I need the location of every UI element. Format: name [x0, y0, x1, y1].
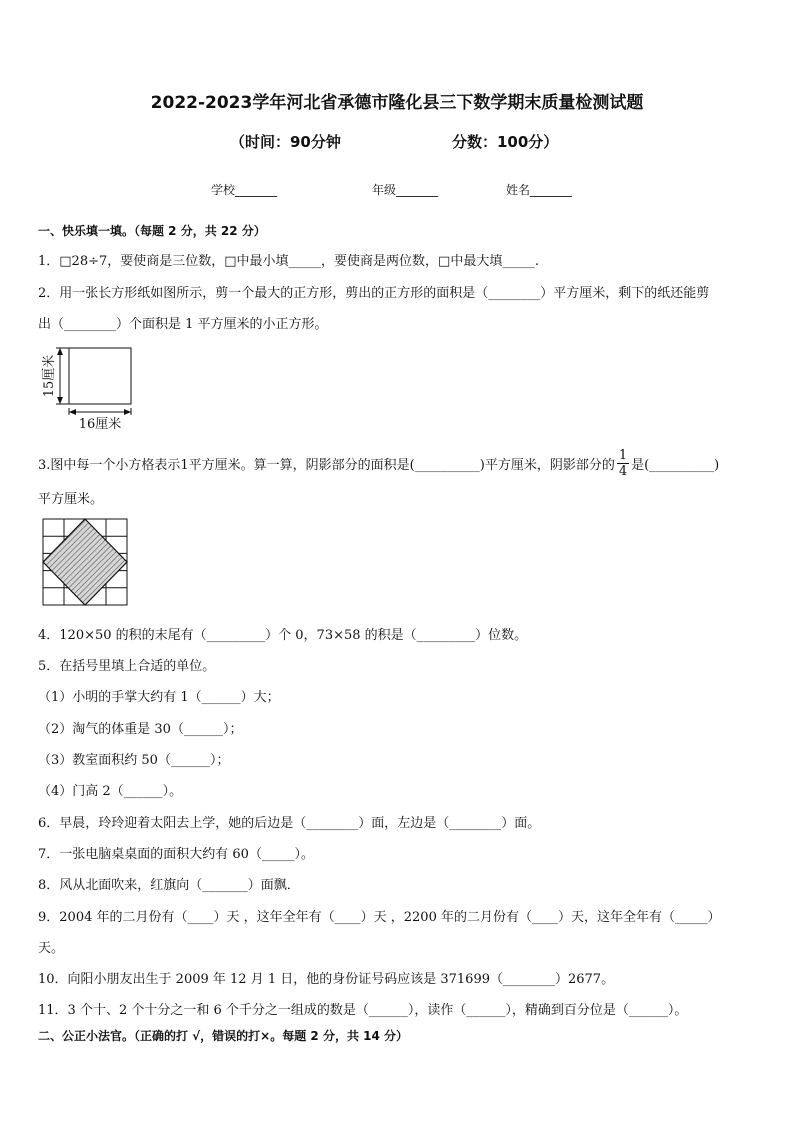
question-5-item-4: （4）门高 2（______）。	[38, 784, 183, 799]
question-5-item-2: （2）淘气的体重是 30（______）；	[38, 722, 243, 737]
section-2-heading: 二、公正小法官。（正确的打 √，错误的打×。每题 2 分，共 14 分）	[38, 1029, 408, 1043]
name-field[interactable]: 姓名_______	[506, 183, 573, 197]
section-1-heading: 一、快乐填一填。（每题 2 分，共 22 分）	[38, 224, 266, 238]
question-3-line-2: 平方厘米。	[38, 492, 104, 507]
width-label: 16厘米	[78, 417, 122, 432]
question-3-part-1: 3.图中每一个小方格表示1平方厘米。算一算，阴影部分的面积是(__________)平方厘米，阴影部分的	[38, 457, 615, 473]
question-10: 10．向阳小朋友出生于 2009 年 12 月 1 日，他的身份证号码应该是 371699（________）2677。	[38, 972, 615, 987]
question-7: 7．一张电脑桌桌面的面积大约有 60（_____）。	[38, 847, 314, 862]
question-5-item-1: （1）小明的手掌大约有 1（______）大；	[38, 690, 280, 705]
question-2-line-1: 2．用一张长方形纸如图所示，剪一个最大的正方形，剪出的正方形的面积是（________）平方厘米，剩下的纸还能剪	[38, 286, 710, 301]
question-5: 5．在括号里填上合适的单位。	[38, 659, 216, 674]
height-label: 15厘米	[42, 354, 57, 398]
question-6: 6．早晨，玲玲迎着太阳去上学，她的后边是（________）面，左边是（________）面。	[38, 816, 541, 831]
school-field[interactable]: 学校_______	[211, 183, 278, 197]
question-8: 8．风从北面吹来，红旗向（_______）面飘．	[38, 878, 300, 893]
fraction-one-quarter	[617, 448, 629, 479]
question-5-item-3: （3）教室面积约 50（______）；	[38, 753, 230, 768]
shaded-diamond	[43, 519, 127, 605]
exam-score: 分数：100分）	[452, 133, 559, 151]
page-title: 2022-2023学年河北省承德市隆化县三下数学期末质量检测试题	[150, 93, 644, 113]
grid-figure	[42, 518, 130, 608]
exam-time: （时间：90分钟	[230, 133, 341, 151]
grade-field[interactable]: 年级_______	[372, 183, 439, 197]
fraction-numerator: 1	[618, 447, 628, 463]
question-1: 1．□28÷7，要使商是三位数，□中最小填_____，要使商是两位数，□中最大填_____.	[38, 254, 539, 269]
question-3-line-1	[38, 446, 719, 480]
rectangle-figure	[38, 344, 138, 432]
question-3-part-2: 是(__________)	[631, 457, 720, 473]
question-9-line-2: 天。	[38, 941, 65, 956]
fraction-denominator: 4	[618, 463, 628, 479]
question-9-line-1: 9．2004 年的二月份有（____）天 ，这年全年有（____）天 ，2200 年的二月份有（____）天，这年全年有（_____）	[38, 910, 721, 925]
question-2-line-2: 出（________）个面积是 1 平方厘米的小正方形。	[38, 317, 328, 332]
question-4: 4．120×50 的积的末尾有（_________）个 0，73×58 的积是（_________）位数。	[38, 628, 528, 643]
question-11: 11．3 个十、2 个十分之一和 6 个千分之一组成的数是（______），读作（______），精确到百分位是（______）。	[38, 1003, 688, 1018]
